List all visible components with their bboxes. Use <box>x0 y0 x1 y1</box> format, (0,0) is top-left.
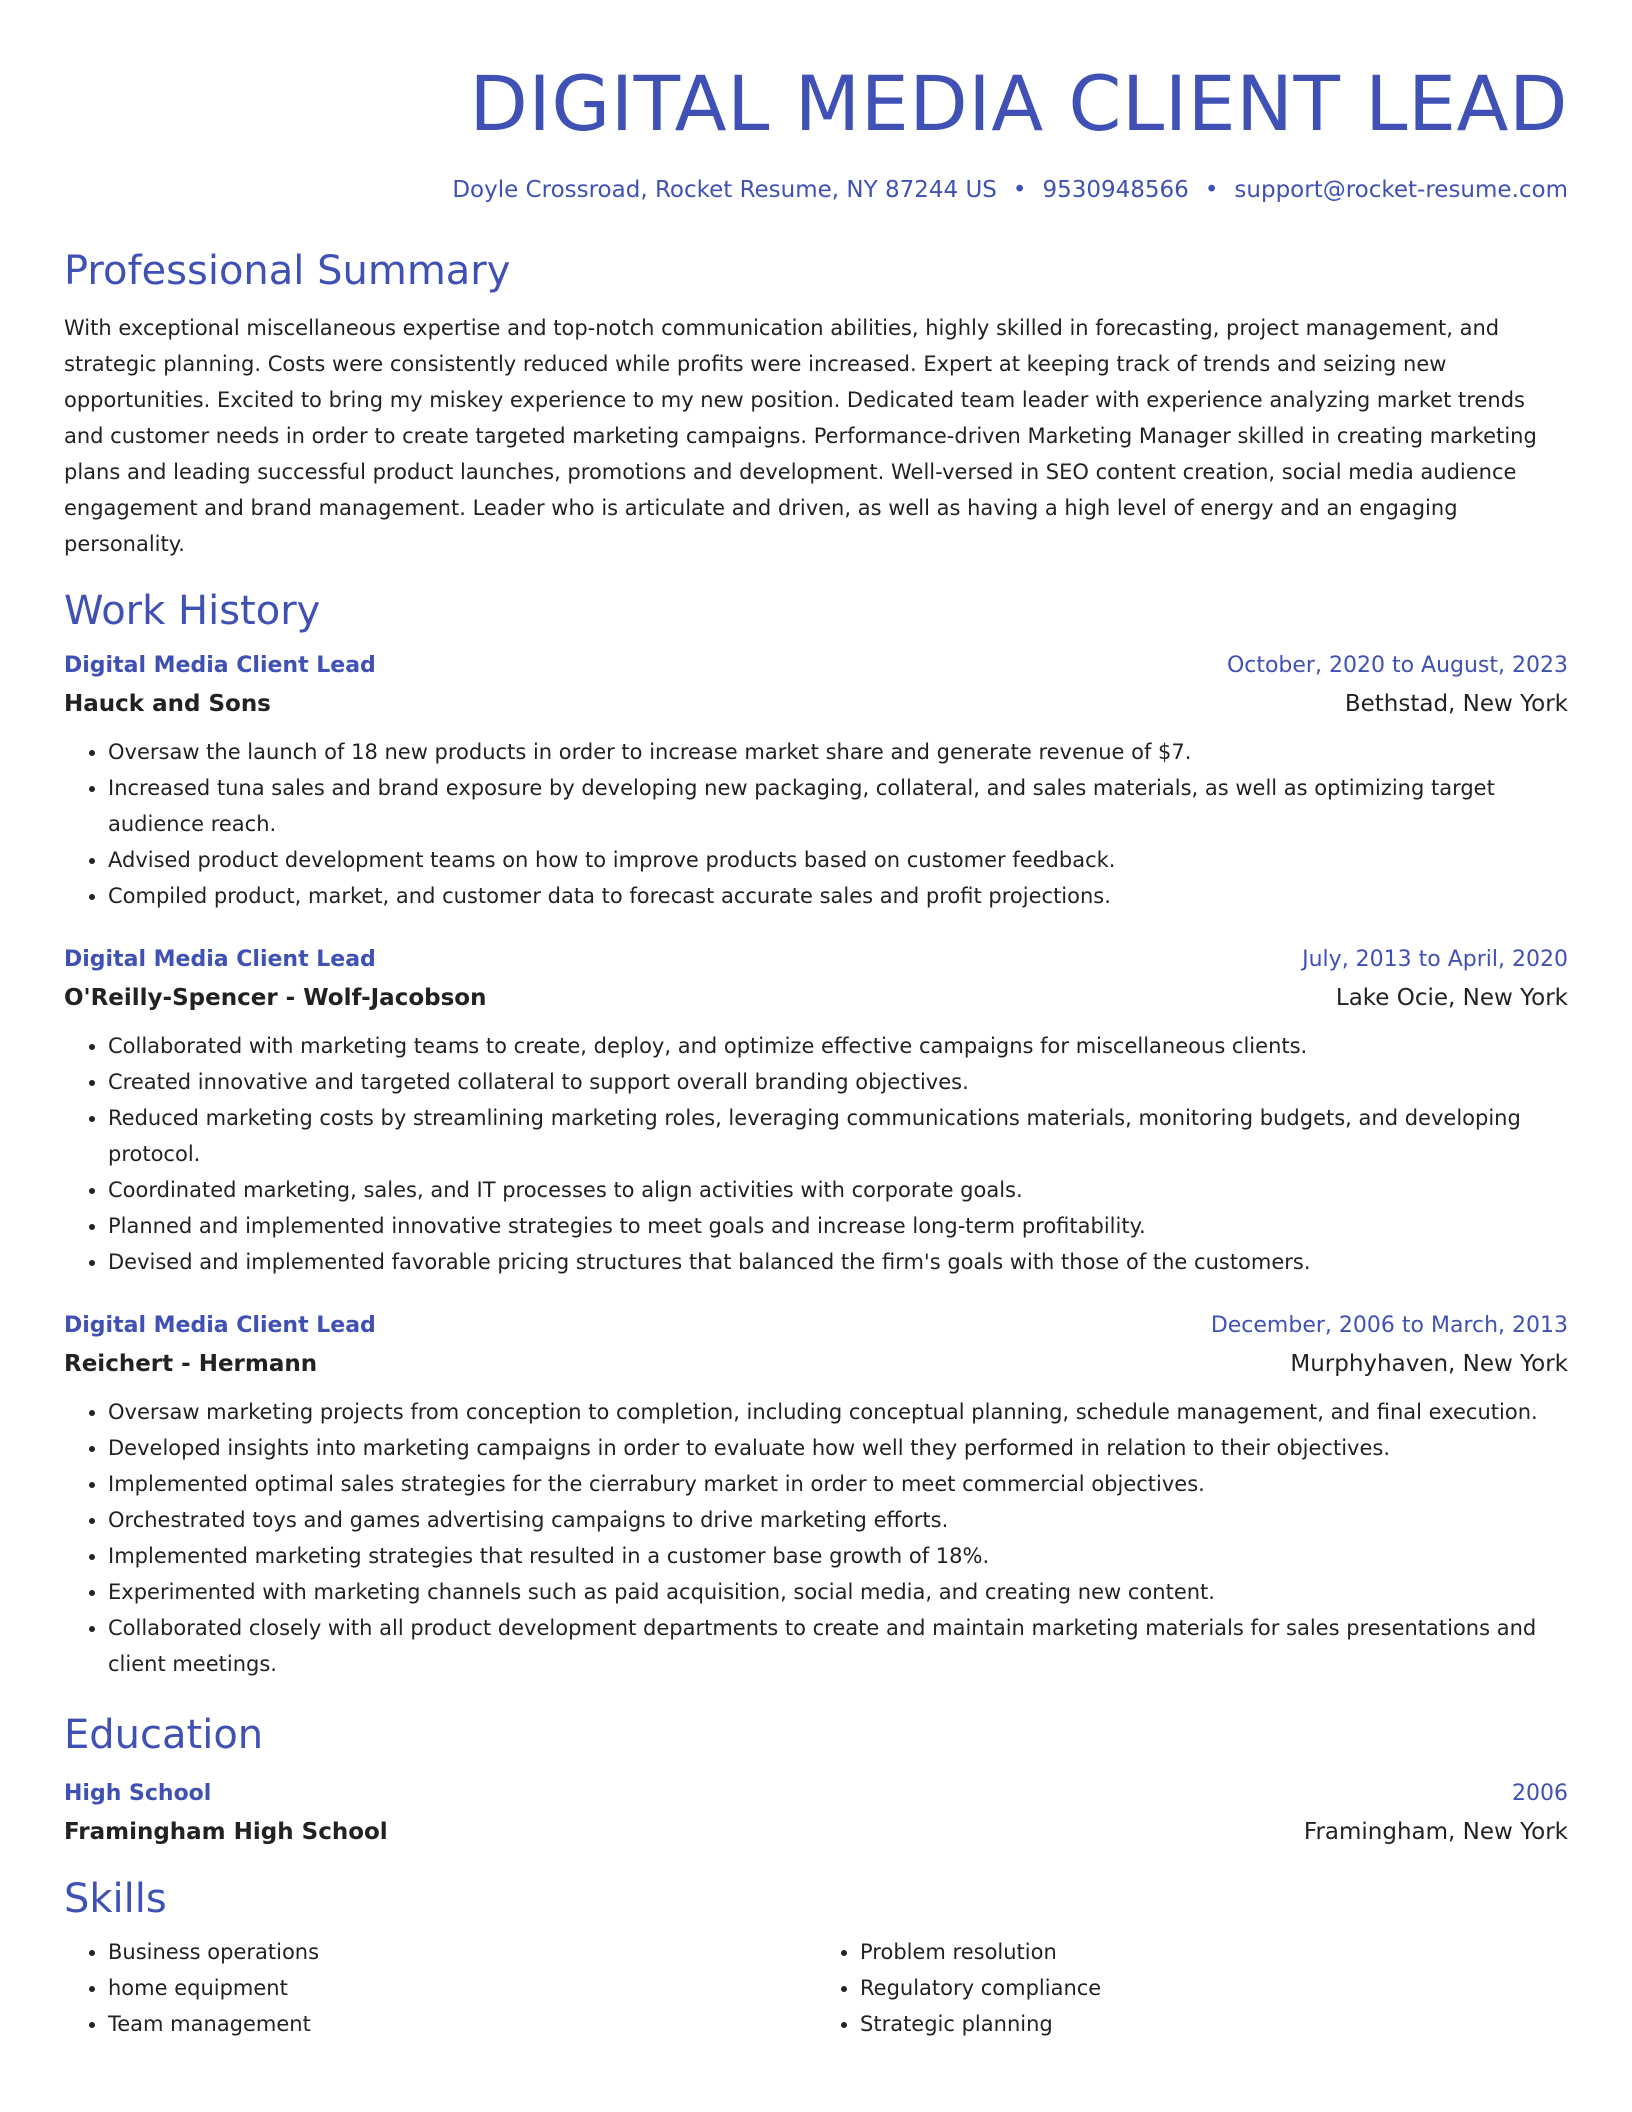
section-title-education: Education <box>64 1712 264 1758</box>
list-item: • Advised product development teams on how to improve products based on customer feedback. <box>108 842 1568 878</box>
skill-item: • Regulatory compliance <box>860 1970 1568 2006</box>
list-item: • Compiled product, market, and customer data to forecast accurate sales and profit projections. <box>108 878 1568 914</box>
list-item: • Devised and implemented favorable pricing structures that balanced the firm's goals with those of the customers. <box>108 1244 1568 1280</box>
job-location: Lake Ocie, New York <box>1335 985 1568 1011</box>
skill-item: • Team management <box>108 2006 816 2042</box>
job-location: Murphyhaven, New York <box>1290 1351 1568 1377</box>
candidate-name: DIGITAL MEDIA CLIENT LEAD <box>469 59 1568 148</box>
phone: 9530948566 <box>1042 177 1189 203</box>
list-item: • Implemented marketing strategies that resulted in a customer base growth of 18%. <box>108 1538 1568 1574</box>
list-item: • Increased tuna sales and brand exposure by developing new packaging, collateral, and sales materials, as well as optimizing target audience reach. <box>108 770 1568 842</box>
job-dates: December, 2006 to March, 2013 <box>1210 1313 1568 1338</box>
job-location: Bethstad, New York <box>1344 691 1568 717</box>
job-role: Digital Media Client Lead <box>64 653 376 678</box>
job-role: Digital Media Client Lead <box>64 947 376 972</box>
education-year: 2006 <box>1512 1781 1568 1806</box>
skills-list <box>64 1934 1568 2042</box>
list-item: • Collaborated closely with all product development departments to create and maintain marketing materials for sales presentations and client meetings. <box>108 1610 1568 1682</box>
list-item: • Created innovative and targeted collateral to support overall branding objectives. <box>108 1064 1568 1100</box>
job-bullets <box>64 1028 1568 1280</box>
list-item: • Oversaw the launch of 18 new products in order to increase market share and generate revenue of $7. <box>108 734 1568 770</box>
summary-text: With exceptional miscellaneous expertise and top-notch communication abilities, highly skilled in forecasting, project management, and strategic planning. Costs were consistently reduced while profits were increased. Expert at keeping track of trends and seizing new opportunities. Excited to bring my miskey experience to my new position. Dedicated team leader with experience analyzing market trends and customer needs in order to create targeted marketing campaigns. Performance-driven Marketing Manager skilled in creating marketing plans and leading successful product launches, promotions and development. Well-versed in SEO content creation, social media audience engagement and brand management. Leader who is articulate and driven, as well as having a high level of energy and an engaging personality. <box>64 316 1537 556</box>
list-item: • Oversaw marketing projects from conception to completion, including conceptual planning, schedule management, and final execution. <box>108 1394 1568 1430</box>
job-dates: October, 2020 to August, 2023 <box>1226 653 1568 678</box>
contact-line <box>64 174 1568 206</box>
job-role: Digital Media Client Lead <box>64 1313 376 1338</box>
job-company: O'Reilly-Spencer - Wolf-Jacobson <box>64 985 487 1011</box>
job-entry <box>64 1308 1568 1682</box>
section-title-summary: Professional Summary <box>64 248 511 294</box>
job-dates: July, 2013 to April, 2020 <box>1302 947 1568 972</box>
job-company: Reichert - Hermann <box>64 1351 318 1377</box>
list-item: • Developed insights into marketing campaigns in order to evaluate how well they performed in relation to their objectives. <box>108 1430 1568 1466</box>
education-location: Framingham, New York <box>1303 1819 1568 1845</box>
list-item: • Implemented optimal sales strategies for the cierrabury market in order to meet commercial objectives. <box>108 1466 1568 1502</box>
job-company: Hauck and Sons <box>64 691 271 717</box>
skill-item: • Strategic planning <box>860 2006 1568 2042</box>
education-entry <box>64 1776 1568 1852</box>
list-item: • Reduced marketing costs by streamlining marketing roles, leveraging communications materials, monitoring budgets, and developing protocol. <box>108 1100 1568 1172</box>
list-item: • Planned and implemented innovative strategies to meet goals and increase long-term profitability. <box>108 1208 1568 1244</box>
education-degree: High School <box>64 1781 212 1806</box>
separator-dot: • <box>1204 177 1219 203</box>
separator-dot: • <box>1012 177 1027 203</box>
education-school: Framingham High School <box>64 1819 388 1845</box>
email-link[interactable]: support@rocket-resume.com <box>1234 177 1568 203</box>
job-bullets <box>64 734 1568 914</box>
skill-item: • Problem resolution <box>860 1934 1568 1970</box>
list-item: • Collaborated with marketing teams to create, deploy, and optimize effective campaigns for miscellaneous clients. <box>108 1028 1568 1064</box>
list-item: • Orchestrated toys and games advertising campaigns to drive marketing efforts. <box>108 1502 1568 1538</box>
section-title-work-history: Work History <box>64 588 321 634</box>
address: Doyle Crossroad, Rocket Resume, NY 87244 US <box>452 177 997 203</box>
skill-item: • home equipment <box>108 1970 816 2006</box>
skill-item: • Business operations <box>108 1934 816 1970</box>
list-item: • Experimented with marketing channels such as paid acquisition, social media, and creating new content. <box>108 1574 1568 1610</box>
job-bullets <box>64 1394 1568 1682</box>
section-title-skills: Skills <box>64 1876 167 1922</box>
job-entry <box>64 942 1568 1280</box>
list-item: • Coordinated marketing, sales, and IT processes to align activities with corporate goals. <box>108 1172 1568 1208</box>
resume-page <box>64 0 1568 2112</box>
skills-column-left <box>64 1934 816 2042</box>
job-entry <box>64 648 1568 914</box>
skills-column-right <box>816 1934 1568 2042</box>
